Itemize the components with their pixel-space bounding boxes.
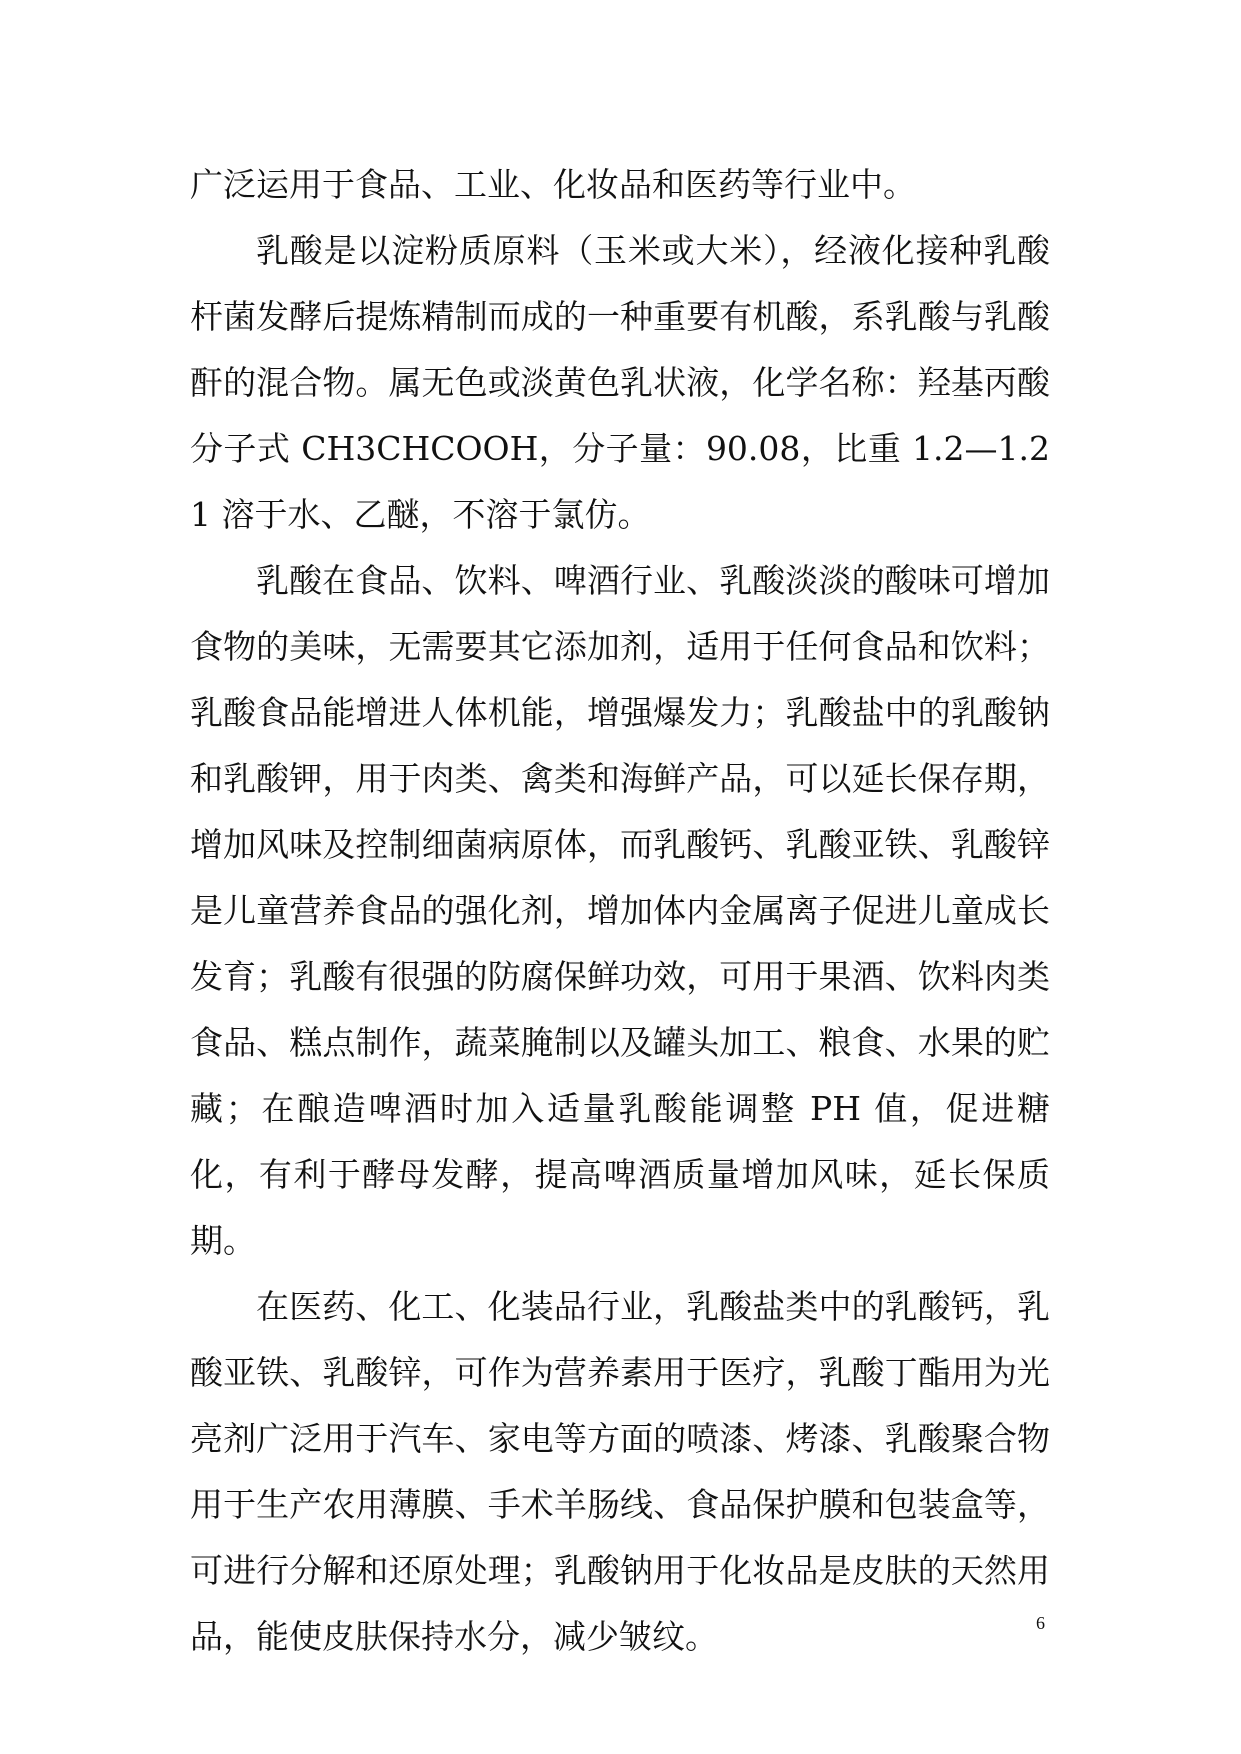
document-body [190,152,1050,1670]
paragraph-food-applications: 乳酸在食品、饮料、啤酒行业、乳酸淡淡的酸味可增加食物的美味，无需要其它添加剂，适用于任何食品和饮料；乳酸食品能增进人体机能，增强爆发力；乳酸盐中的乳酸钠和乳酸钾，用于肉类、禽类和海鲜产品，可以延长保存期，增加风味及控制细菌病原体，而乳酸钙、乳酸亚铁、乳酸锌是儿童营养食品的强化剂，增加体内金属离子促进儿童成长发育；乳酸有很强的防腐保鲜功效，可用于果酒、饮料肉类食品、糕点制作，蔬菜腌制以及罐头加工、粮食、水果的贮藏；在酿造啤酒时加入适量乳酸能调整 PH 值，促进糖化，有利于酵母发酵，提高啤酒质量增加风味，延长保质期。 [190,561,1050,1260]
paragraph-continuation: 广泛运用于食品、工业、化妆品和医药等行业中。 [190,165,916,204]
paragraph-medical-chemical-applications: 在医药、化工、化装品行业，乳酸盐类中的乳酸钙，乳酸亚铁、乳酸锌，可作为营养素用于医疗，乳酸丁酯用为光亮剂广泛用于汽车、家电等方面的喷漆、烤漆、乳酸聚合物用于生产农用薄膜、手术羊肠线、食品保护膜和包装盒等，可进行分解和还原处理；乳酸钠用于化妆品是皮肤的天然用品，能使皮肤保持水分，减少皱纹。 [190,1287,1050,1656]
paragraph-lactic-acid-definition: 乳酸是以淀粉质原料（玉米或大米），经液化接种乳酸杆菌发酵后提炼精制而成的一种重要有机酸，系乳酸与乳酸酐的混合物。属无色或淡黄色乳状液，化学名称：羟基丙酸分子式 CH3CHCOOH，分子量：90.08，比重 1.2—1.21 溶于水、乙醚，不溶于氯仿。 [190,231,1050,534]
page-number: 6 [1036,1613,1045,1633]
